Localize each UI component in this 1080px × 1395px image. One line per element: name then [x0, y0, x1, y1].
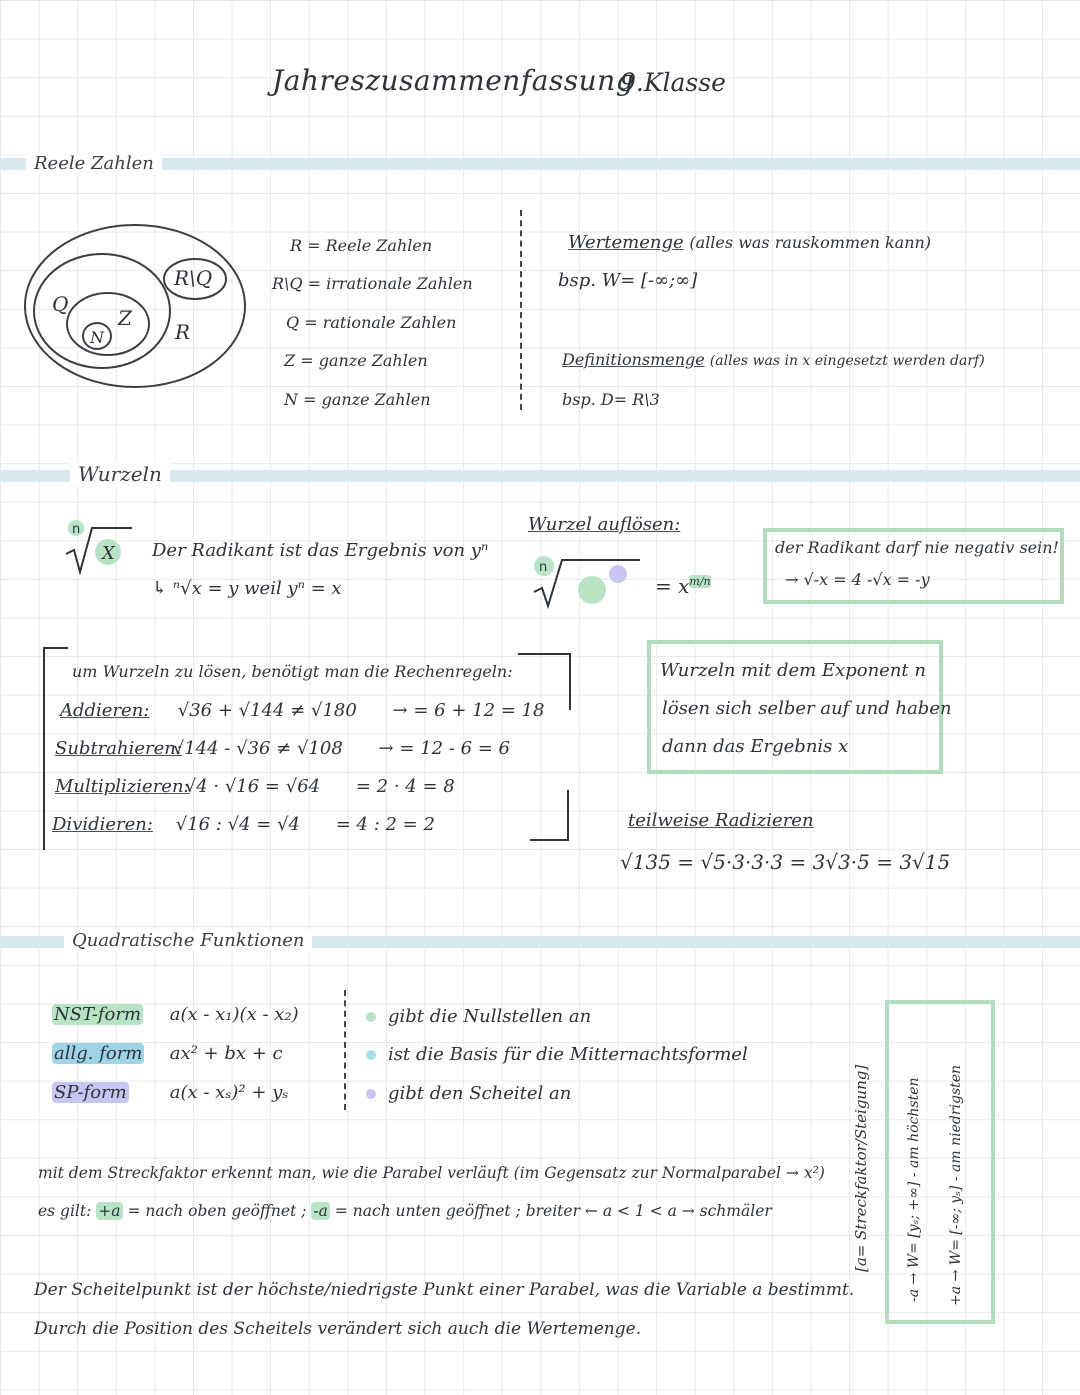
rules-intro: um Wurzeln zu lösen, benötigt man die Rechenregeln:: [72, 662, 513, 681]
venn-label-r: R: [175, 320, 191, 344]
vertex-line: Durch die Position des Scheitels verändert sich auch die Wertemenge.: [34, 1319, 642, 1339]
form-formula: ax² + bx + c: [169, 1043, 283, 1064]
rule-result: = 2 · 4 = 8: [355, 776, 455, 797]
legend-item: R = Reele Zahlen: [290, 236, 433, 255]
stretch-minus-a: -a: [313, 1202, 328, 1220]
rule-expr: √144 - √36 ≠ √108: [172, 738, 343, 759]
section-title-quadratic: Quadratische Funktionen: [64, 930, 312, 951]
venn-label-rq: R\Q: [174, 266, 213, 290]
section-title-roots: Wurzeln: [70, 462, 170, 486]
form-name: SP-form: [54, 1082, 127, 1103]
svg-text:X: X: [102, 543, 115, 564]
rule-expr: √16 : √4 = √4: [175, 814, 300, 835]
rule-expr: √4 · √16 = √64: [184, 776, 321, 797]
resolve-equals: = $x^{m/n}$: [655, 574, 711, 598]
stretch-plus-a: +a: [98, 1202, 121, 1220]
rules-bracket-bottom: [530, 790, 568, 840]
bullet-dot: [366, 1012, 376, 1022]
legend-item: Q = rationale Zahlen: [286, 313, 457, 332]
form-formula: a(x - xₛ)² + yₛ: [169, 1082, 289, 1103]
partial-root-title: teilweise Radizieren: [628, 810, 814, 831]
wertemenge-heading: [568, 232, 931, 253]
legend-item: Z = ganze Zahlen: [284, 351, 428, 370]
partial-root-formula: √135 = √5·3·3·3 = 3√3·5 = 3√15: [620, 850, 951, 874]
negative-note-formula: → √-x = 4 -√x = -y: [785, 570, 930, 589]
bullet-dot: [366, 1089, 376, 1099]
wertemenge-example: bsp. W= [-∞;∞]: [558, 270, 698, 291]
nth-root-symbol: [62, 518, 134, 580]
stretch-factor-side-label: [a= Streckfaktor/Steigung]: [852, 1064, 870, 1272]
stretch-factor-line: mit dem Streckfaktor erkennt man, wie die Parabel verläuft (im Gegensatz zur Normalparabel → x²): [38, 1164, 825, 1182]
wertemenge-desc: (alles was rauskommen kann): [689, 233, 932, 252]
rule-name: Multiplizieren:: [55, 776, 190, 797]
form-row: [52, 1082, 288, 1103]
rule-result: → = 6 + 12 = 18: [392, 700, 545, 721]
stretch-rule-up: = nach oben geöffnet ;: [127, 1202, 307, 1220]
rule-name: Subtrahieren:: [55, 738, 182, 759]
title-text: Jahreszusammenfassung: [272, 64, 635, 97]
section-band-real: [0, 158, 1080, 170]
section-title-real: Reele Zahlen: [26, 153, 162, 174]
divider: [344, 990, 346, 1110]
rule-row: [55, 738, 510, 759]
resolve-root-title: Wurzel auflösen:: [528, 514, 681, 535]
page-title: [272, 64, 634, 97]
range-note-box: [885, 1000, 995, 1324]
definitionsmenge-desc: (alles was in x eingesetzt werden darf): [709, 353, 985, 369]
exponent-note-line: dann das Ergebnis x: [662, 736, 849, 757]
venn-z-ellipse: [67, 293, 149, 355]
exponent-note-line: Wurzeln mit dem Exponent n: [660, 660, 926, 681]
form-desc: gibt die Nullstellen an: [388, 1006, 592, 1027]
form-name: NST-form: [54, 1004, 142, 1025]
vertex-line: Der Scheitelpunkt ist der höchste/niedrigste Punkt einer Parabel, was die Variable a bestimmt.: [34, 1280, 855, 1300]
class-label: 9.Klasse: [620, 68, 726, 97]
venn-label-q: Q: [52, 292, 69, 316]
venn-label-z: Z: [118, 306, 132, 330]
rule-result: → = 12 - 6 = 6: [378, 738, 511, 759]
svg-text:n: n: [539, 560, 548, 575]
stretch-rule-down: = nach unten geöffnet ; breiter ← a < 1 < a → schmäler: [334, 1202, 772, 1220]
exponent-note-line: lösen sich selber auf und haben: [662, 698, 952, 719]
form-desc-row: [366, 1083, 571, 1104]
range-item-plus: +a → W= [-∞; yₛ] - am niedrigsten: [948, 1064, 964, 1306]
negative-note-title: der Radikant darf nie negativ sein!: [775, 538, 1059, 557]
svg-text:n: n: [72, 522, 81, 537]
range-item-minus: -a → W= [yₛ; +∞] - am höchsten: [906, 1077, 922, 1302]
rule-result: = 4 : 2 = 2: [335, 814, 435, 835]
form-desc: gibt den Scheitel an: [388, 1083, 572, 1104]
definitionsmenge-label: Definitionsmenge: [562, 350, 705, 369]
form-row: [52, 1043, 283, 1064]
form-name: allg. form: [54, 1043, 143, 1064]
wertemenge-label: Wertemenge: [568, 232, 684, 253]
form-formula: a(x - x₁)(x - x₂): [169, 1004, 299, 1025]
form-desc: ist die Basis für die Mitternachtsformel: [388, 1044, 748, 1065]
form-row: [52, 1004, 299, 1025]
rule-name: Dividieren:: [52, 814, 153, 835]
bullet-dot: [366, 1050, 376, 1060]
radicand-sentence: Der Radikant ist das Ergebnis von yⁿ: [152, 540, 489, 561]
rule-expr: √36 + √144 ≠ √180: [177, 700, 357, 721]
rule-row: [55, 776, 455, 797]
rule-name: Addieren:: [60, 700, 150, 721]
legend-item: R\Q = irrationale Zahlen: [272, 274, 473, 293]
definitionsmenge-heading: [562, 350, 985, 369]
legend-item: N = ganze Zahlen: [284, 390, 431, 409]
radicand-rule: ↳ ⁿ√x = y weil yⁿ = x: [152, 578, 342, 599]
form-desc-row: [366, 1044, 748, 1065]
form-desc-row: [366, 1006, 591, 1027]
divider: [520, 210, 522, 410]
rule-row: [60, 700, 544, 721]
rule-row: [52, 814, 435, 835]
stretch-factor-rule: [38, 1202, 772, 1220]
definitionsmenge-example: bsp. D= R\3: [562, 390, 660, 409]
stretch-rule-prefix: es gilt:: [38, 1202, 92, 1220]
venn-label-n: N: [90, 328, 104, 347]
